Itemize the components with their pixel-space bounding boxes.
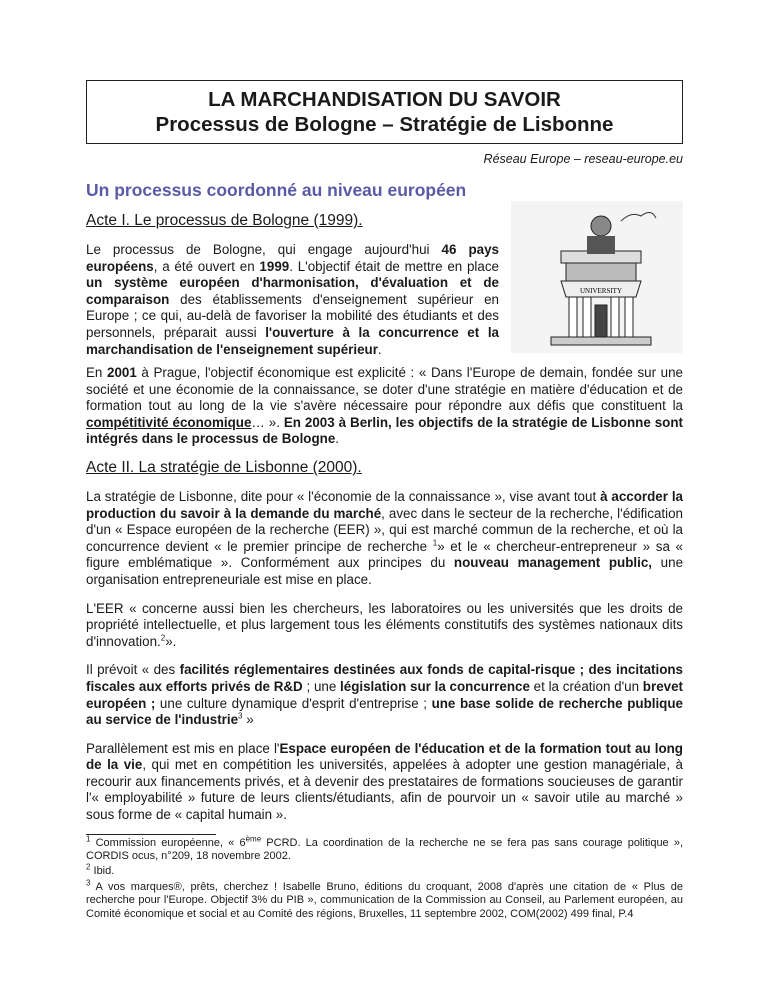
title-box [86, 80, 683, 144]
text-segment: 2001 [107, 365, 137, 380]
section-heading: Un processus coordonné au niveau européen [86, 180, 467, 200]
text-segment: L'EER « concerne aussi bien les chercheurs, les laboratoires ou les universités que les droits de propriété intellectuelle, et plus largement tous les éléments constitutifs des systèmes nationaux dits d'innovation. [86, 600, 683, 649]
text-segment: nouveau management public, [453, 555, 653, 571]
acte2-paragraph-2 [86, 601, 683, 651]
source-line: Réseau Europe – reseau-europe.eu [483, 152, 683, 166]
footnote-separator [86, 834, 216, 835]
text-segment: Il prévoit « des [86, 662, 180, 678]
text-segment: En [86, 365, 107, 380]
text-segment: l'ouverture à la concurrence et la marchandisation de l'enseignement supérieur [86, 324, 499, 357]
text-segment: brevet européen ; [86, 678, 683, 711]
footnote-2 [86, 862, 683, 878]
text-segment: Espace européen de l'éducation et de la formation tout au long de la vie [86, 740, 683, 773]
text-segment: » et le « chercheur-entrepreneur » sa « figure emblématique ». Conformément aux principes du [86, 538, 683, 571]
text-segment: , qui met en compétition les universités, appelées à adopter une gestion managériale, à recourir aux financements privés, et à devenir des prestataires de formations soucieuses de garantir l'« employabilité » future de leurs clients/étudiants, afin de pourvoir un « savoir utile au marché » sous forme de « capital humain ». [86, 757, 683, 823]
text-segment: une organisation entrepreneuriale est mise en place. [86, 555, 684, 587]
text-segment: à Prague, l'objectif économique est explicité : « Dans l'Europe de demain, fondée sur une société et une économie de la connaissance, se doter d'une stratégie en matière d'éducation et de formation tout au long de la vie s'avère nécessaire pour répondre aux défis que constituent la [86, 365, 683, 414]
acte2-paragraph-4 [86, 741, 683, 824]
text-segment: une culture dynamique d'esprit d'entreprise ; [155, 695, 432, 711]
text-segment: , avec dans le secteur de la recherche, l'édification d'un « Espace européen de la recherche (EER) », qui est marché commun de la recherche, et où la concurrence devient « le premier principe de recherche [86, 505, 683, 554]
text-segment: . L'objectif était de mettre en place [289, 258, 499, 274]
title-line-1: LA MARCHANDISATION DU SAVOIR [208, 88, 561, 111]
text-segment: Parallèlement est mis en place l' [86, 740, 280, 756]
acte2-heading: Acte II. La stratégie de Lisbonne (2000). [86, 458, 362, 476]
text-segment: et la création d'un [529, 678, 643, 694]
footnote-ref: ème [245, 834, 262, 843]
text-segment: PCRD. La coordination de la recherche ne se fera pas sans courage politique », CORDIS ocus, n°209, 18 novembre 2002. [86, 836, 683, 863]
acte1-paragraph-2 [86, 365, 683, 448]
text-segment: 46 pays européens [86, 242, 499, 274]
text-segment: 1999 [259, 258, 290, 274]
acte2-paragraph-1 [86, 489, 683, 589]
text-segment: . [377, 341, 382, 357]
footnote-ref: 2 [86, 862, 91, 872]
text-segment: En 2003 à Berlin, les objectifs de la stratégie de Lisbonne sont intégrés dans le processus de Bologne [86, 414, 683, 447]
text-segment: , a été ouvert en [153, 258, 260, 274]
footnote-ref: 3 [86, 878, 91, 888]
university-sign: UNIVERSITY [580, 287, 622, 295]
acte2-paragraph-3 [86, 662, 683, 728]
text-segment: un système européen d'harmonisation, d'évaluation et de comparaison [86, 275, 499, 307]
text-segment: » [242, 712, 254, 728]
text-segment: facilités réglementaires destinées aux fonds de capital-risque ; des incitations fiscales aux efforts privés de R&D [86, 662, 683, 694]
university-cartoon-image [511, 201, 683, 353]
footnote-ref: 2 [160, 633, 166, 643]
text-segment: . [335, 431, 340, 447]
text-segment: A vos marques®, prêts, cherchez ! Isabelle Bruno, éditions du croquant, 2008 d'après une citation de « Plus de recherche pour l'Europe. Objectif 3% du PIB », communication de la Commission au Conseil, au Parlement européen, au Comité économique et social et au Comité des régions, Bruxelles, 11 septembre 2002, COM(2002) 499 final, P.4 [86, 880, 683, 920]
text-segment: Commission européenne, « 6 [90, 836, 246, 849]
text-segment: à accorder la production du savoir à la demande du marché [86, 488, 683, 521]
footnote-1 [86, 834, 683, 864]
footnote-ref: 1 [86, 834, 91, 843]
text-segment: des établissements d'enseignement supérieur en Europe ; ce qui, au-delà de favoriser la mobilité des étudiants et des personnels, préparait aussi [86, 291, 499, 340]
text-segment: ; une [302, 678, 341, 694]
text-segment: La stratégie de Lisbonne, dite pour « l'économie de la connaissance », vise avant tout [86, 488, 601, 504]
text-segment: compétitivité économique [86, 414, 252, 430]
title-line-2: Processus de Bologne – Stratégie de Lisbonne [155, 113, 614, 136]
footnote-ref: 3 [238, 711, 243, 721]
text-segment: ». [165, 633, 177, 649]
text-segment: législation sur la concurrence [340, 678, 530, 694]
text-segment: Ibid. [90, 865, 115, 878]
text-segment: Le processus de Bologne, qui engage aujourd'hui [86, 242, 442, 257]
text-segment: … ». [251, 414, 284, 430]
acte1-heading: Acte I. Le processus de Bologne (1999). [86, 212, 363, 229]
footnote-3 [86, 878, 683, 921]
text-segment: une base solide de recherche publique au service de l'industrie [86, 695, 683, 728]
footnote-ref: 1 [432, 538, 438, 548]
